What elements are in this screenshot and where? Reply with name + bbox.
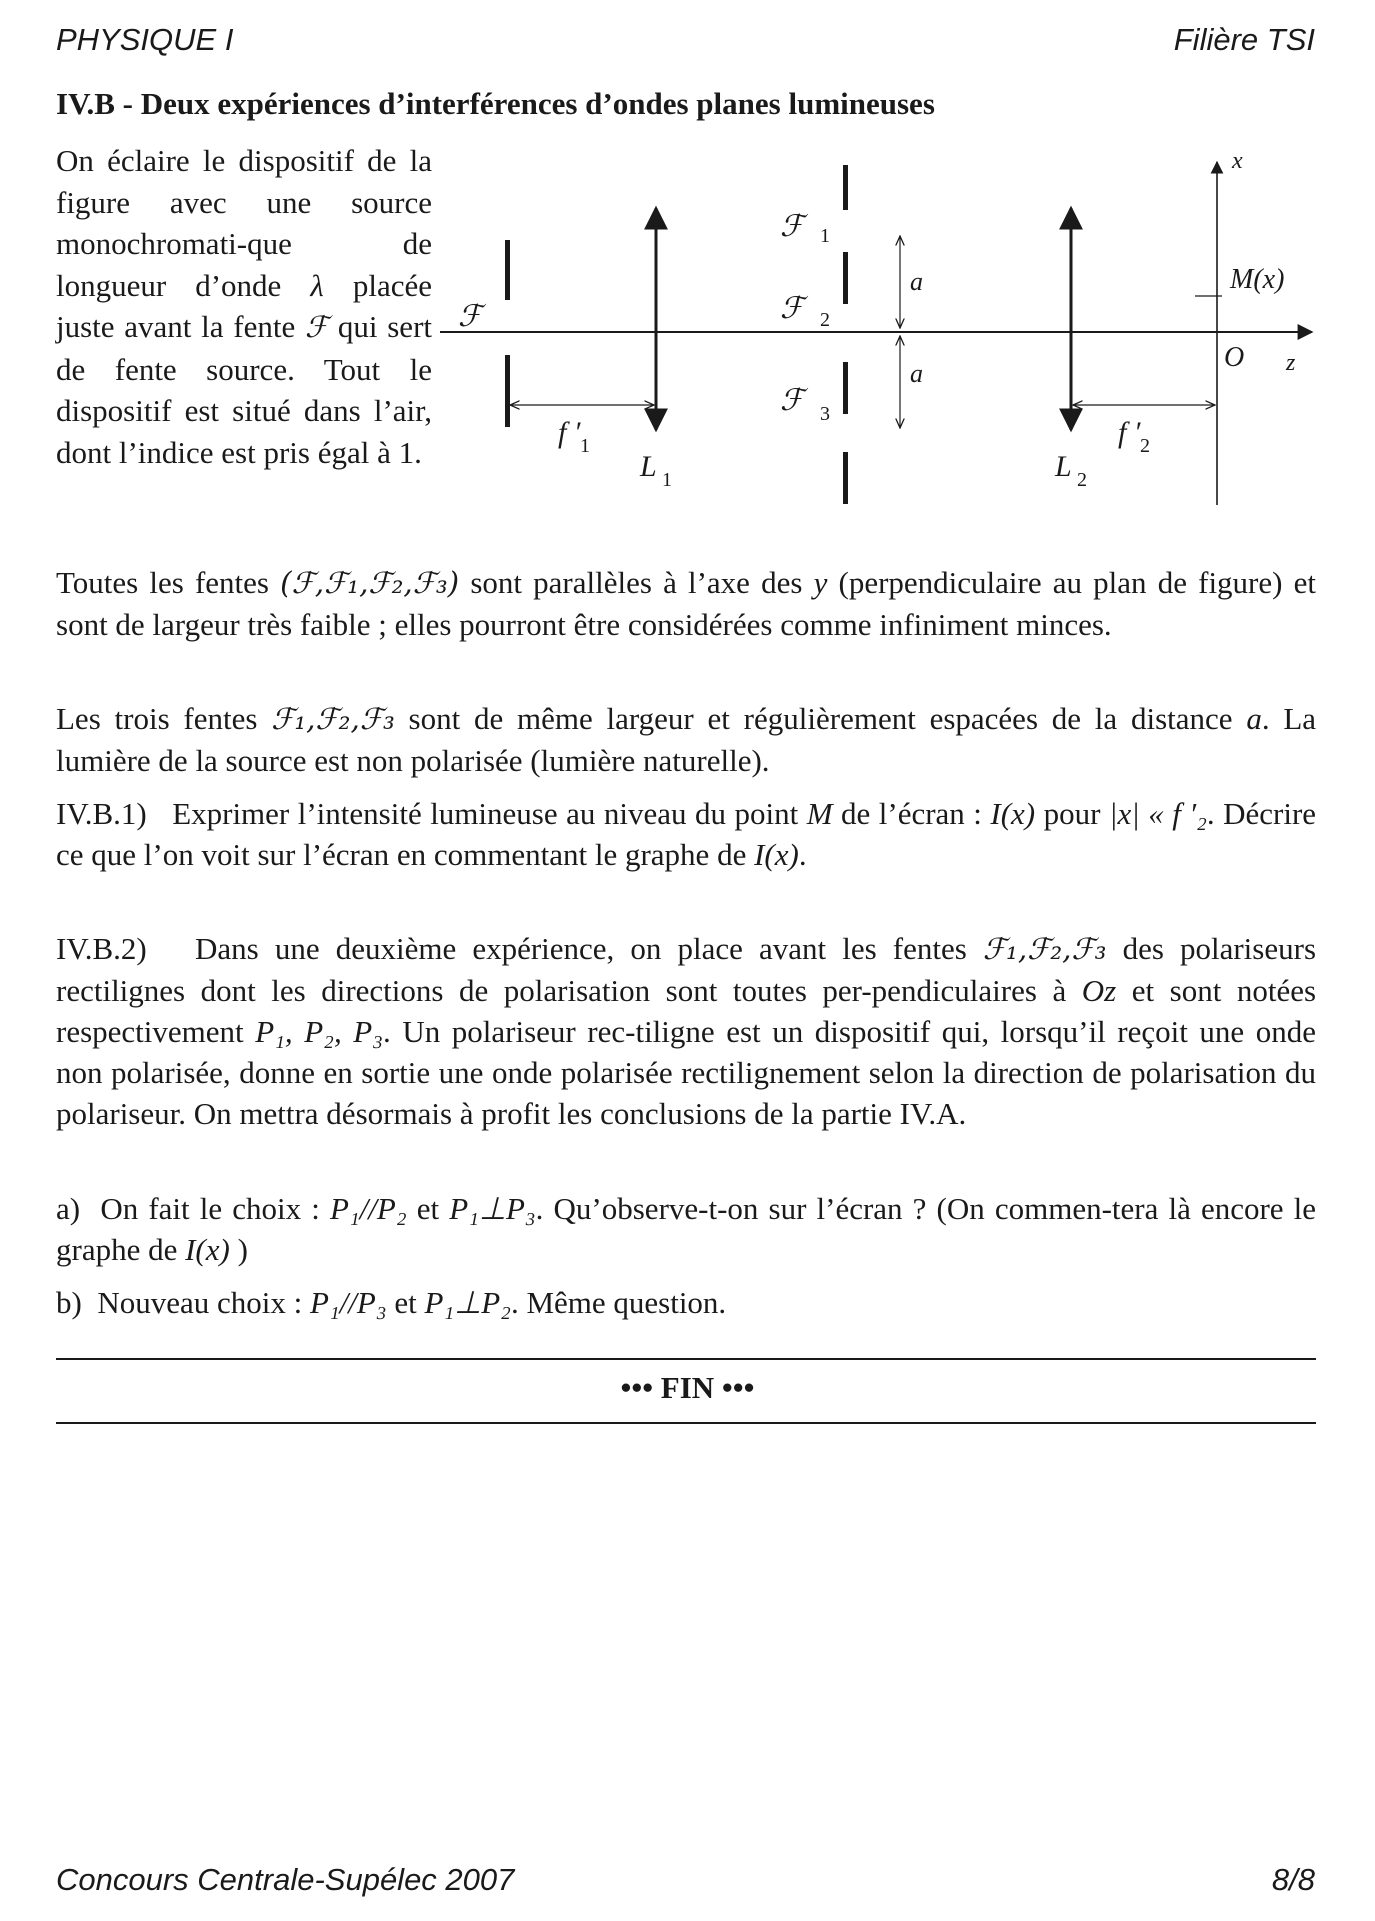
qb-cond-1: P₁//P₃ xyxy=(309,1285,387,1320)
source-slit-bottom xyxy=(505,355,510,427)
label-z-axis: z xyxy=(1286,350,1296,376)
q2-text-4: . Un polariseur rec-tiligne est un dispositif qui, lorsqu’il reçoit une onde non polarisée, donne en sortie une onde polarisée rectilignement selon la direction de polarisation du polariseur. On mettra désormais à profit les conclusions de la partie IV.A. xyxy=(56,1014,1317,1131)
question-IVB1 xyxy=(56,793,1316,875)
label-a-bottom: a xyxy=(910,359,923,388)
label-F: ℱ xyxy=(458,299,482,334)
question-IVB2-a xyxy=(56,1188,1316,1270)
q1-M: M xyxy=(806,796,833,831)
para2-text-2: sont de même largeur et régulièrement espacées de la distance xyxy=(408,701,1233,736)
source-slit-top xyxy=(505,240,510,300)
optical-setup-figure xyxy=(440,140,1320,520)
label-f2: f ′ xyxy=(1118,416,1141,449)
rule-top xyxy=(56,1358,1316,1360)
label-f1: f ′ xyxy=(558,416,581,449)
label-f1-sub: 1 xyxy=(580,435,590,457)
label-L1: L xyxy=(640,450,657,483)
slit-screen-3 xyxy=(843,362,848,414)
para1-text-3: (perpendiculaire au plan de figure) et sont de largeur très faible ; elles pourront être considérées comme infiniment minces. xyxy=(56,565,1316,642)
lambda-symbol: λ xyxy=(310,267,324,303)
label-F2-sub: 2 xyxy=(820,309,830,331)
para1-text-1: Toutes les fentes xyxy=(56,565,269,600)
header-track: Filière TSI xyxy=(1173,22,1315,57)
q1-text-1: Exprimer l’intensité lumineuse au niveau du point xyxy=(172,796,799,831)
label-F3: ℱ xyxy=(780,383,804,418)
para2-text-3: . La lumière de la source est non polarisée (lumière naturelle). xyxy=(56,701,1317,778)
qa-Ix: I(x) xyxy=(185,1232,230,1267)
label-L2: L xyxy=(1055,450,1072,483)
source-slit-symbol: ℱ xyxy=(304,310,329,344)
q1-text-4: . Décrire ce que l’on voit sur l’écran en commentant le graphe de xyxy=(56,796,1317,872)
q1-text-3: pour xyxy=(1043,796,1101,831)
footer-contest: Concours Centrale-Supélec 2007 xyxy=(56,1862,515,1897)
intro-text-3: qui sert de fente source. Tout le dispositif est situé dans l’air, dont l’indice est pris égal à 1. xyxy=(56,309,433,470)
label-L1-sub: 1 xyxy=(662,469,672,491)
question-IVB2 xyxy=(56,928,1316,1134)
intro-paragraph xyxy=(56,140,432,473)
slit-screen-2 xyxy=(843,252,848,304)
para2-slits: ℱ₁,ℱ₂,ℱ₃ xyxy=(271,702,395,736)
q2-text-3: et sont notées respectivement xyxy=(56,973,1317,1049)
label-f2-sub: 2 xyxy=(1140,435,1150,457)
q2-text-2: des polariseurs rectilignes dont les directions de polarisation sont toutes per-pendiculaires à xyxy=(56,931,1317,1008)
end-marker: ••• FIN ••• xyxy=(620,1370,755,1405)
para2-a: a xyxy=(1246,701,1262,736)
q2-Oz: Oz xyxy=(1081,973,1117,1008)
qb-cond-2: P₁⊥P₂ xyxy=(424,1285,511,1320)
q1-Ix-2: I(x) xyxy=(754,837,799,872)
para1-slits: (ℱ,ℱ₁,ℱ₂,ℱ₃) xyxy=(280,566,460,600)
qb-text-1: Nouveau choix : xyxy=(97,1285,303,1320)
para2-text-1: Les trois fentes xyxy=(56,701,258,736)
qa-text-3: . Qu’observe-t-on sur l’écran ? (On commen-tera là encore le graphe de xyxy=(56,1191,1317,1267)
question-IVB2-b xyxy=(56,1282,1316,1323)
label-Mx: M(x) xyxy=(1230,264,1285,295)
footer-page-number: 8/8 xyxy=(1271,1862,1315,1897)
section-title: IV.B - Deux expériences d’interférences d’ondes planes lumineuses xyxy=(56,86,935,121)
qa-text-2: et xyxy=(416,1191,440,1226)
qa-cond-2: P₁⊥P₃ xyxy=(449,1191,536,1226)
q1-label: IV.B.1) xyxy=(56,796,147,831)
rule-bottom xyxy=(56,1422,1316,1424)
para1-y: y xyxy=(813,565,828,600)
label-F3-sub: 3 xyxy=(820,403,830,425)
q2-text-1: Dans une deuxième expérience, on place avant les fentes xyxy=(195,931,967,966)
label-F1: ℱ xyxy=(780,209,804,244)
qa-text-1: On fait le choix : xyxy=(100,1191,320,1226)
q2-slits: ℱ₁,ℱ₂,ℱ₃ xyxy=(982,932,1107,966)
label-a-top: a xyxy=(910,267,923,296)
label-L2-sub: 2 xyxy=(1077,469,1087,491)
label-F2: ℱ xyxy=(780,291,804,326)
header-subject: PHYSIQUE I xyxy=(56,22,234,57)
label-origin: O xyxy=(1224,342,1245,373)
intro-text-1: On éclaire le dispositif de la figure avec une source monochromati-que de longueur d’onde xyxy=(56,143,432,303)
q1-Ix: I(x) xyxy=(990,796,1036,831)
qa-text-4: ) xyxy=(237,1232,248,1267)
q1-text-2: de l’écran : xyxy=(841,796,982,831)
q2-polarizers: P₁, P₂, P₃ xyxy=(255,1014,383,1049)
slit-screen-4 xyxy=(843,452,848,504)
qb-text-2: et xyxy=(394,1285,417,1320)
qb-label: b) xyxy=(56,1285,82,1320)
q2-label: IV.B.2) xyxy=(56,931,147,966)
label-F1-sub: 1 xyxy=(820,225,830,247)
paragraph-three-slits xyxy=(56,698,1316,781)
paragraph-slits xyxy=(56,562,1316,645)
intro-text-2: placée juste avant la fente xyxy=(56,267,433,344)
qb-text-3: . Même question. xyxy=(510,1285,727,1320)
qa-cond-1: P₁//P₂ xyxy=(329,1191,407,1226)
qa-label: a) xyxy=(56,1191,81,1226)
para1-text-2: sont parallèles à l’axe des xyxy=(470,565,803,600)
q1-text-5: . xyxy=(798,837,807,872)
label-x-axis: x xyxy=(1232,148,1243,174)
slit-screen-1 xyxy=(843,165,848,210)
q1-condition: |x| « f ′₂ xyxy=(1108,796,1207,831)
